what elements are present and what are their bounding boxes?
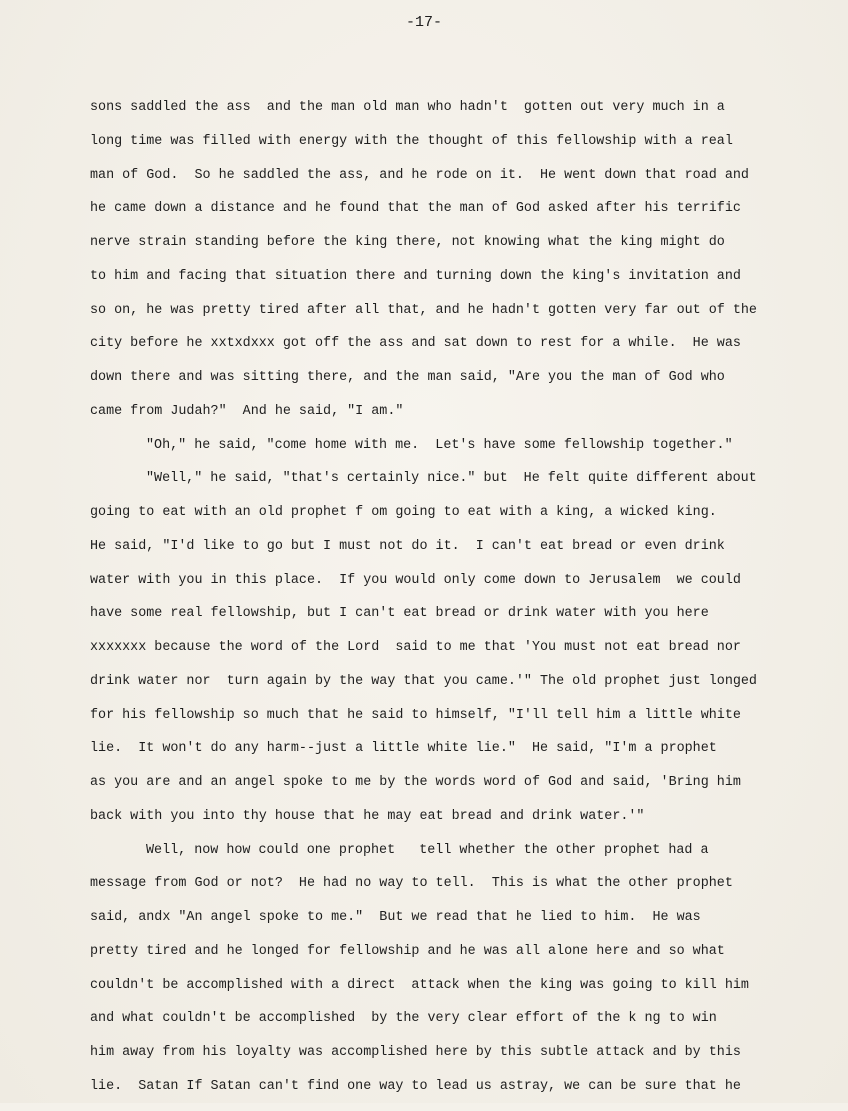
page-number: -17- <box>405 14 442 31</box>
text-line: city before he xxtxdxxx got off the ass and sat down to rest for a while. He was <box>90 336 741 352</box>
text-line: so on, he was pretty tired after all that, and he hadn't gotten very far out of the <box>90 302 757 318</box>
text-line: for his fellowship so much that he said to himself, "I'll tell him a little white <box>90 707 741 723</box>
text-line: couldn't be accomplished with a direct attack when the king was going to kill him <box>90 977 749 993</box>
text-line: "Well," he said, "that's certainly nice." but He felt quite different about <box>146 471 757 487</box>
text-line: man of God. So he saddled the ass, and he rode on it. He went down that road and <box>90 167 749 183</box>
text-line: have some real fellowship, but I can't eat bread or drink water with you here <box>90 606 709 622</box>
text-line: as you are and an angel spoke to me by the words word of God and said, 'Bring him <box>90 775 741 790</box>
text-line: him away from his loyalty was accomplished here by this subtle attack and by this <box>90 1045 741 1060</box>
text-line: drink water nor turn again by the way that you came.'" The old prophet just longed <box>90 673 757 689</box>
text-line: down there and was sitting there, and the man said, "Are you the man of God who <box>90 370 725 385</box>
text-line: message from God or not? He had no way to tell. This is what the other prophet <box>90 876 733 892</box>
text-line: and what couldn't be accomplished by the very clear effort of the k ng to win <box>90 1011 717 1027</box>
text-line: sons saddled the ass and the man old man who hadn't gotten out very much in a <box>90 100 725 115</box>
text-line: back with you into thy house that he may eat bread and drink water.'" <box>90 808 645 824</box>
text-line: pretty tired and he longed for fellowship and he was all alone here and so what <box>90 943 725 959</box>
text-line: "Oh," he said, "come home with me. Let's have some fellowship together." <box>146 437 733 453</box>
text-line: he came down a distance and he found that the man of God asked after his terrific <box>90 201 741 217</box>
text-line: came from Judah?" And he said, "I am." <box>90 403 404 419</box>
text-line: to him and facing that situation there and turning down the king's invitation and <box>90 268 741 284</box>
text-line: water with you in this place. If you would only come down to Jerusalem we could <box>90 572 741 588</box>
text-line: He said, "I'd like to go but I must not do it. I can't eat bread or even drink <box>90 538 725 554</box>
text-line: Well, now how could one prophet tell whether the other prophet had a <box>146 842 709 858</box>
text-line: said, andx "An angel spoke to me." But we read that he lied to him. He was <box>90 910 701 925</box>
text-line: nerve strain standing before the king there, not knowing what the king might do <box>90 235 725 250</box>
text-line: lie. Satan If Satan can't find one way to lead us astray, we can be sure that he <box>90 1078 741 1094</box>
text-line: long time was filled with energy with the thought of this fellowship with a real <box>90 133 733 149</box>
text-line: lie. It won't do any harm--just a little white lie." He said, "I'm a prophet <box>90 741 717 757</box>
body-text <box>90 98 810 1111</box>
text-line: going to eat with an old prophet f om going to eat with a king, a wicked king. <box>90 505 717 520</box>
text-line: xxxxxxx because the word of the Lord said to me that 'You must not eat bread nor <box>90 640 741 655</box>
